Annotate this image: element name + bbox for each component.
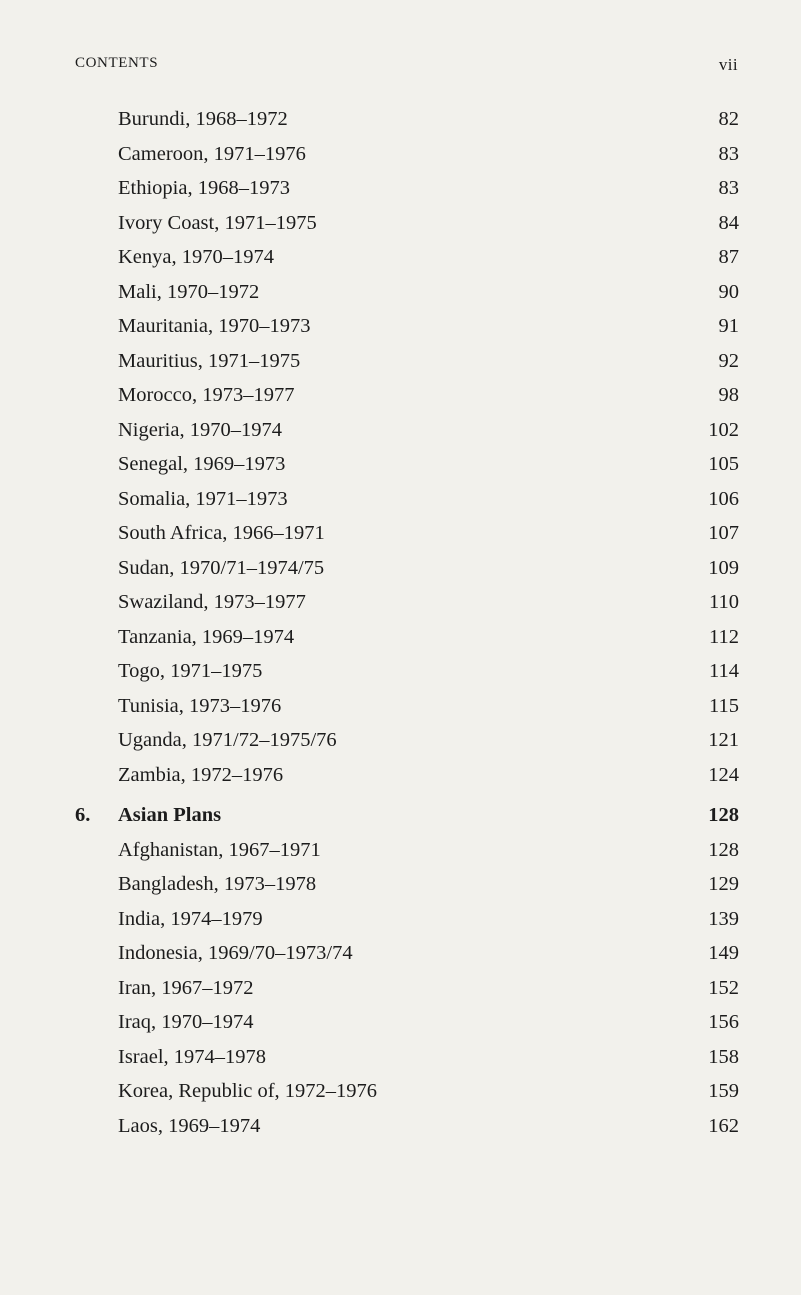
toc-entry-title: Nigeria, 1970–1974 [118, 418, 282, 441]
toc-entry-title: Tanzania, 1969–1974 [118, 625, 295, 648]
toc-entry [75, 275, 739, 310]
toc-entry [75, 723, 739, 758]
toc-entry [75, 620, 739, 655]
toc-entry-title: Ivory Coast, 1971–1975 [118, 211, 317, 234]
toc-entry-title: Zambia, 1972–1976 [118, 763, 284, 786]
toc-entry-title: Somalia, 1971–1973 [118, 487, 288, 510]
toc-entry [75, 936, 739, 971]
toc-entry-title: Mauritania, 1970–1973 [118, 315, 311, 337]
toc-entry-page: 107 [708, 522, 739, 544]
toc-entry-title: Swaziland, 1973–1977 [118, 591, 306, 613]
toc-entry-title: Kenya, 1970–1974 [118, 246, 275, 268]
toc-entry-page: 102 [708, 418, 739, 441]
toc-entry-page: 82 [718, 108, 739, 130]
section-title: Asian Plans [118, 804, 222, 826]
toc-entry-title: Korea, Republic of, 1972–1976 [118, 1080, 378, 1102]
toc-entry [75, 447, 739, 482]
toc-entry [75, 206, 739, 241]
toc-entry-title: Laos, 1969–1974 [118, 1114, 261, 1137]
toc-entry-title: Mali, 1970–1972 [118, 280, 260, 303]
toc-entry [75, 309, 739, 344]
toc-entry-page: 114 [709, 660, 739, 682]
toc-entry [75, 137, 739, 172]
running-title: CONTENTS [75, 55, 159, 71]
toc-entry-page: 158 [708, 1045, 739, 1068]
toc-entry-page: 105 [708, 453, 739, 475]
toc-entry-page: 91 [718, 315, 739, 337]
toc-entry [75, 516, 739, 551]
toc-entry [75, 551, 739, 586]
toc-entry-page: 87 [718, 246, 739, 268]
toc-entry-page: 152 [708, 976, 739, 999]
toc-entry-page: 90 [718, 280, 739, 303]
toc-entry-title: Ethiopia, 1968–1973 [118, 177, 290, 199]
toc-entry [75, 240, 739, 275]
toc-entry-title: Iran, 1967–1972 [118, 976, 254, 999]
toc-entry-title: Burundi, 1968–1972 [118, 108, 288, 130]
toc-entry-title: Israel, 1974–1978 [118, 1045, 267, 1068]
toc-entry-title: Tunisia, 1973–1976 [118, 694, 282, 717]
toc-entry-page: 92 [718, 349, 739, 372]
toc-entry [75, 482, 739, 517]
toc-entry [75, 378, 739, 413]
toc-entry-title: India, 1974–1979 [118, 907, 263, 930]
toc-entry [75, 1040, 739, 1075]
toc-entry-page: 98 [718, 384, 739, 406]
toc-entry [75, 1074, 739, 1109]
toc-entry-title: Senegal, 1969–1973 [118, 453, 286, 475]
toc-entry-title: Cameroon, 1971–1976 [118, 142, 306, 165]
toc-entry-title: Morocco, 1973–1977 [118, 384, 295, 406]
toc-entry-title: Afghanistan, 1967–1971 [118, 838, 321, 861]
toc-section-heading [75, 798, 739, 833]
toc-entry-page: 128 [708, 838, 739, 861]
toc-entry-page: 149 [708, 942, 739, 964]
toc-entry [75, 833, 739, 868]
page-number: vii [718, 55, 738, 74]
toc-entry [75, 102, 739, 137]
toc-entry [75, 654, 739, 689]
toc-entry-title: Iraq, 1970–1974 [118, 1011, 254, 1033]
section-page: 128 [708, 804, 739, 826]
running-head [75, 55, 738, 79]
toc-entry-title: Uganda, 1971/72–1975/76 [118, 729, 337, 751]
toc-entry-title: Indonesia, 1969/70–1973/74 [118, 942, 353, 964]
toc-entry-page: 112 [709, 625, 739, 648]
toc-entry-page: 129 [708, 873, 739, 895]
toc-entry-page: 121 [708, 729, 739, 751]
toc-entry-page: 106 [708, 487, 739, 510]
toc-entry-page: 124 [708, 763, 739, 786]
toc-entry-page: 156 [708, 1011, 739, 1033]
toc-entry [75, 1005, 739, 1040]
toc-entry [75, 1109, 739, 1144]
toc-entry-page: 139 [708, 907, 739, 930]
toc-entry [75, 585, 739, 620]
toc-entry-title: South Africa, 1966–1971 [118, 522, 325, 544]
toc-entry-title: Togo, 1971–1975 [118, 660, 263, 682]
toc-entry-page: 84 [718, 211, 739, 234]
toc-entry-page: 162 [708, 1114, 739, 1137]
toc-entry [75, 867, 739, 902]
toc-entry-page: 115 [709, 694, 739, 717]
toc-entry-page: 110 [709, 591, 739, 613]
toc-entry [75, 413, 739, 448]
toc-entry-title: Sudan, 1970/71–1974/75 [118, 556, 325, 579]
toc-entry [75, 171, 739, 206]
toc-entry-page: 83 [718, 177, 739, 199]
toc-entry [75, 971, 739, 1006]
toc-entry [75, 902, 739, 937]
section-number: 6. [75, 804, 91, 826]
table-of-contents [75, 102, 739, 1143]
toc-entry-page: 83 [718, 142, 739, 165]
toc-entry-page: 109 [708, 556, 739, 579]
toc-entry-title: Bangladesh, 1973–1978 [118, 873, 317, 895]
toc-entry-title: Mauritius, 1971–1975 [118, 349, 301, 372]
toc-entry [75, 689, 739, 724]
toc-entry [75, 344, 739, 379]
toc-entry-page: 159 [708, 1080, 739, 1102]
toc-entry [75, 758, 739, 793]
